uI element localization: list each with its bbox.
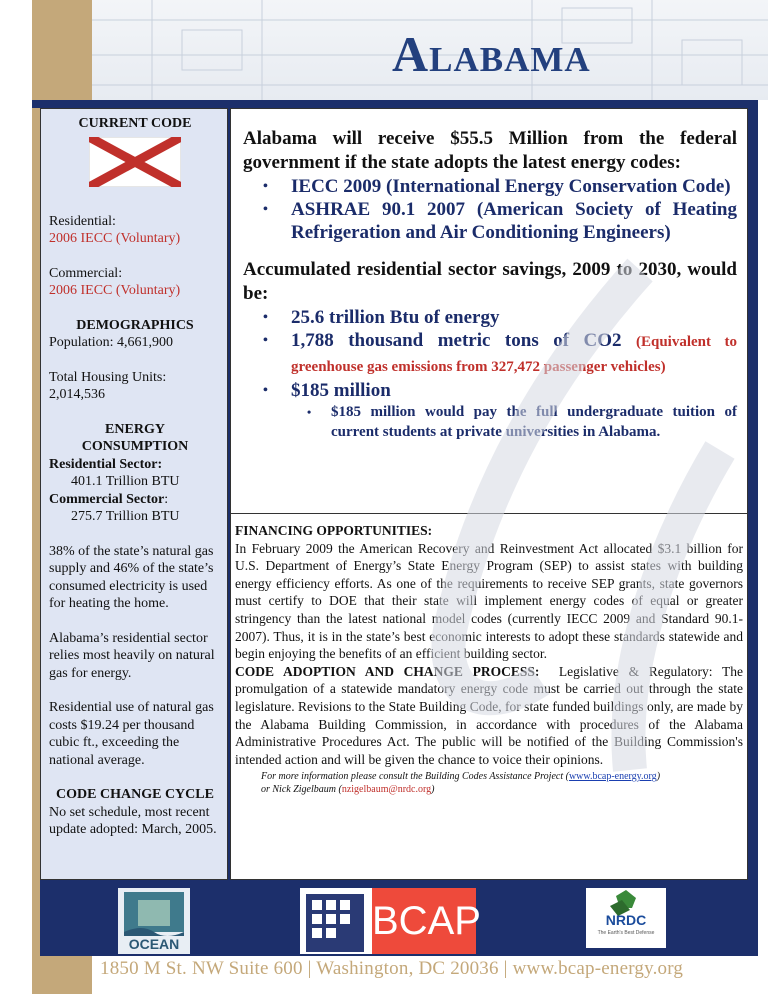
saving-money — [243, 379, 737, 402]
commercial-sector-label: Commercial Sector — [49, 491, 165, 507]
tuition-sublist — [243, 402, 737, 442]
ocean-logo — [118, 888, 190, 954]
financing-panel — [230, 514, 748, 880]
bullet-icon: • — [307, 405, 312, 419]
footer-address: 1850 M St. NW Suite 600 | Washington, DC 20036 | www.bcap-energy.org — [100, 958, 684, 979]
commercial-value: 2006 IECC (Voluntary) — [49, 283, 181, 298]
sidebar: CURRENT CODE Residential: 2006 IECC (Voluntary) Commercial: 2006 IECC (Voluntary) DEMOGRAPHICS Population: 4,661,900 Total Housing Units: 2,014,536 ENERGY CONSUMPTION Residential Sector: 401.1 Trillion BTU Commercial Sector: 275.7 Trillion BTU 38% of the state’s natural gas supply and 46% of the state’s consumed electricity is used for heating the home. Alabama’s residential sector relies most heavily on natural gas for energy. Residential use of natural gas costs $19.24 per thousand cubic ft., exceeding the national average. CODE CHANGE CYCLE No set schedule, most recent update adopted: March, 2005. — [40, 108, 228, 880]
adoption-heading: CODE ADOPTION AND CHANGE PROCESS: — [235, 663, 540, 679]
code-change-text: No set schedule, most recent update adopted: March, 2005. — [49, 804, 217, 837]
intro-statement: Alabama will receive $55.5 Million from the federal government if the state adopts the latest energy codes: — [243, 128, 737, 173]
tuition-item — [243, 402, 737, 442]
housing-label: Total Housing Units: — [49, 369, 167, 385]
bullet-icon: • — [263, 310, 268, 325]
header-banner — [92, 0, 768, 100]
footer-tan-stripe — [32, 956, 92, 994]
more-info-text: For more information please consult the Building Codes Assistance Project ( — [261, 771, 569, 783]
more-info — [261, 770, 743, 796]
bcap-logo-text: BCAP — [372, 888, 476, 954]
saving-energy-text: 25.6 trillion Btu of energy — [291, 307, 500, 328]
gas-cost-paragraph: Residential use of natural gas costs $19.24 per thousand cubic ft., exceeding the national average. — [49, 700, 214, 768]
residential-value: 2006 IECC (Voluntary) — [49, 231, 181, 246]
saving-co2 — [243, 329, 737, 379]
housing-value: 2,014,536 — [49, 387, 105, 402]
bullet-icon: • — [263, 333, 268, 348]
more-info-close: ) — [656, 771, 661, 783]
financing-heading: FINANCING OPPORTUNITIES: — [235, 523, 433, 538]
bcap-building-icon — [300, 888, 370, 954]
demographics-heading: DEMOGRAPHICS — [76, 317, 194, 333]
residential-sector-value: 401.1 Trillion BTU — [71, 474, 180, 489]
more-info-end: ) — [431, 784, 435, 796]
code-item-iecc — [243, 175, 737, 198]
commercial-sector-value: 275.7 Trillion BTU — [71, 509, 180, 524]
bullet-icon: • — [263, 179, 268, 194]
tuition-item-text: $185 million would pay the full undergraduate tuition of current students at private universities in Alabama. — [331, 404, 737, 440]
alabama-flag-icon — [89, 137, 181, 187]
saving-energy — [243, 306, 737, 329]
code-item-ashrae — [243, 198, 737, 244]
contact-email-link[interactable]: nzigelbaum@nrdc.org — [341, 784, 432, 796]
bullet-icon: • — [263, 202, 268, 217]
ocean-logo-text: OCEAN — [128, 936, 180, 952]
energy-heading: ENERGY — [105, 421, 165, 437]
natural-gas-paragraph: Alabama’s residential sector relies most heavily on natural gas for energy. — [49, 630, 215, 681]
page-title: Alabama — [392, 26, 591, 82]
codes-list — [243, 175, 737, 244]
more-info-contact: or Nick Zigelbaum ( — [261, 784, 342, 796]
population: Population: 4,661,900 — [49, 335, 174, 350]
residential-sector-label: Residential Sector: — [49, 456, 163, 472]
heating-paragraph: 38% of the state’s natural gas supply and 46% of the state’s consumed electricity is used for heating the home. — [49, 543, 214, 611]
savings-intro: Accumulated residential sector savings, 2009 to 2030, would be: — [243, 259, 737, 304]
saving-co2-text: 1,788 thousand metric tons of CO2 — [291, 330, 622, 351]
adoption-text: Legislative & Regulatory: The promulgation of a statewide mandatory energy code must be carried out through the state legislature. Revisions to the State Building Code, for state funded buildings only, are made by the Alabama Building Commission, in accordance with procedures of the Alabama Administrative Procedures Act. The public will be notified of the Building Commission's intended action and will be given the chance to voice their opinions. — [235, 663, 744, 767]
financing-text: In February 2009 the American Recovery and Reinvestment Act allocated $3.1 billion for U.S. Department of Energy’s State Energy Program (SEP) to assist states with building energy efficiency efforts. As one of the requirements to receive SEP grants, state governors must certify to DOE that their state will implement energy codes of equal or greater stringency than the latest national model codes (currently IECC 2009 and Standard 90.1-2007). Thus, it is in the state’s best economic interests to adopt these standards statewide and begin enjoying the benefits of an efficient building sector. — [235, 540, 743, 662]
code-change-heading: CODE CHANGE CYCLE — [56, 787, 214, 802]
header-tan-stripe — [32, 0, 92, 100]
nrdc-logo — [586, 888, 666, 948]
left-tan-stripe — [32, 108, 40, 956]
current-code-heading: CURRENT CODE — [78, 116, 192, 131]
bcap-logo — [300, 888, 481, 954]
code-item-iecc-text: IECC 2009 (International Energy Conservation Code) — [291, 176, 731, 197]
nrdc-tagline: The Earth's Best Defense — [597, 930, 655, 936]
saving-co2-equivalent: (Equivalent to greenhouse gas emissions from 327,472 passenger vehicles) — [291, 334, 737, 375]
nrdc-logo-text: NRDC — [605, 912, 647, 928]
commercial-label: Commercial: — [49, 265, 123, 281]
savings-panel — [230, 108, 748, 514]
saving-money-text: $185 million — [291, 380, 391, 401]
bullet-icon: • — [263, 383, 268, 398]
code-item-ashrae-text: ASHRAE 90.1 2007 (American Society of Heating Refrigeration and Air Conditioning Engineers) — [291, 199, 737, 243]
savings-list — [243, 306, 737, 402]
residential-label: Residential: — [49, 213, 116, 229]
bcap-link[interactable]: www.bcap-energy.org — [568, 771, 657, 783]
energy-heading-2: CONSUMPTION — [81, 439, 189, 454]
